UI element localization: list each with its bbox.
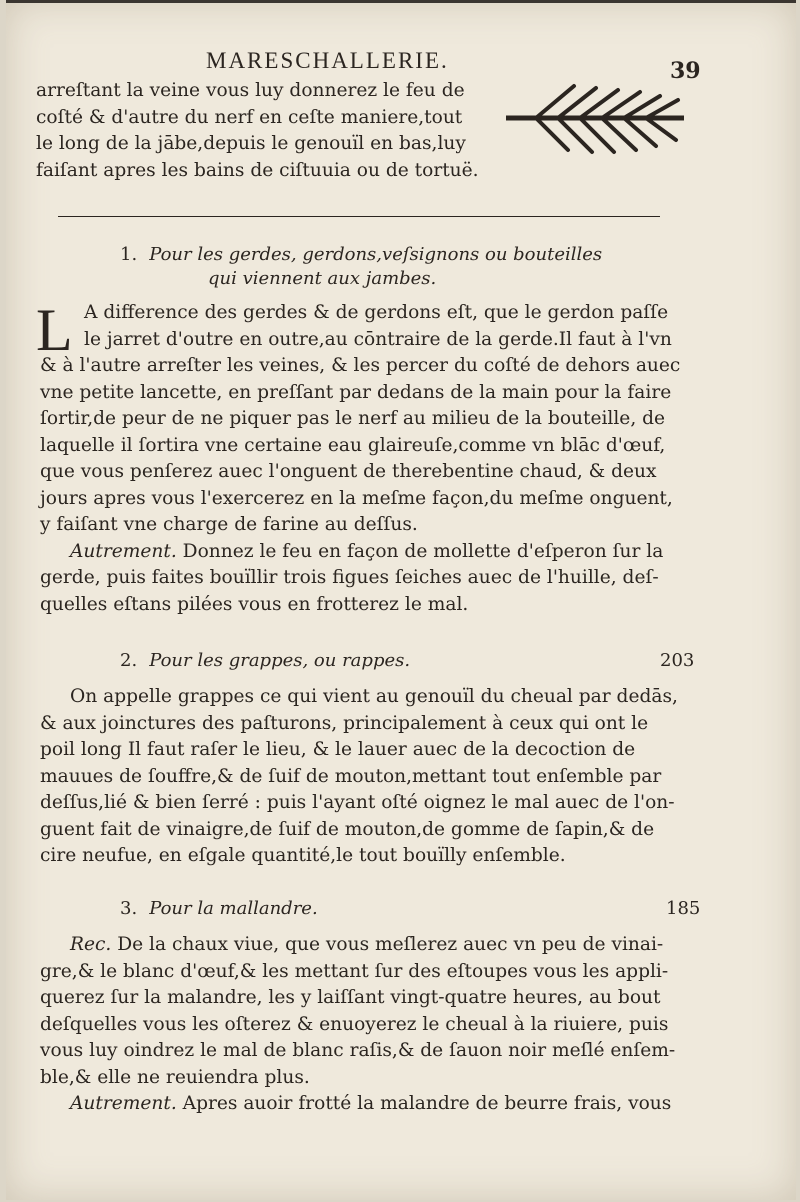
section-2-reference: 203 [660, 650, 695, 671]
rec-label: Rec. [70, 934, 112, 955]
text-line: & aux joinctures des paſturons, principalement à ceux qui ont le [40, 712, 649, 734]
text-line: coſté & d'autre du nerf en ceſte maniere,tout [36, 106, 463, 128]
section-3-title [120, 898, 318, 919]
text-line: Autrement. Donnez le feu en façon de mollette d'eſperon ſur la [70, 540, 664, 562]
text-line: ſortir,de peur de ne piquer pas le nerf au milieu de la bouteille, de [40, 408, 666, 429]
section-1-title-line-2: qui viennent aux jambes. [208, 268, 437, 289]
section-number: 1. [120, 244, 138, 265]
running-header: MARESCHALLERIE. [206, 48, 449, 73]
text-line: ble,& elle ne reuiendra plus. [40, 1066, 310, 1088]
text-line: cire neufue, en eſgale quantité,le tout bouïlly enſemble. [40, 845, 566, 866]
text-line: gerde, puis faites bouïllir trois figues ſeiches auec de l'huille, deſ- [40, 567, 659, 588]
text-line: gre,& le blanc d'œuf,& les mettant ſur des eſtoupes vous les appli- [40, 960, 669, 982]
text-line: Autrement. Apres auoir frotté la malandre de beurre frais, vous [70, 1093, 672, 1114]
text-line: le jarret d'outre en outre,au cōntraire de la gerde.Il faut à l'vn [84, 328, 672, 350]
text-line: laquelle il ſortira vne certaine eau glaireuſe,comme vn blāc d'œuf, [40, 434, 666, 456]
text-line: que vous penſerez auec l'onguent de therebentine chaud, & deux [40, 461, 657, 482]
section-1-first-lines [84, 300, 672, 353]
section-2-body [40, 684, 678, 870]
section-1-title [120, 244, 602, 265]
text-line: vne petite lancette, en preſſant par dedans de la main pour la faire [40, 381, 672, 403]
text-line: arreſtant la veine vous luy donnerez le feu de [36, 80, 465, 101]
section-3-body [40, 932, 675, 1118]
page-top-edge [6, 0, 796, 3]
alt-label: Autrement. [70, 1093, 177, 1114]
text-line: querez ſur la malandre, les y laiſſant vingt-quatre heures, au bout [40, 987, 661, 1008]
intro-paragraph [36, 78, 479, 184]
text-line: On appelle grappes ce qui vient au genouïl du cheual par dedās, [70, 686, 678, 707]
text-line: deſquelles vous les oſterez & enuoyerez le cheual à la riuiere, puis [40, 1013, 669, 1035]
text-line: y faiſant vne charge de farine au deſſus. [40, 514, 418, 535]
book-page [6, 0, 796, 1200]
text-line: quelles eſtans pilées vous en frotterez le mal. [40, 593, 469, 615]
section-title-text: Pour la mallandre. [149, 898, 318, 919]
text-line: le long de la jābe,depuis le genouïl en bas,luy [36, 133, 466, 154]
drop-cap: L [36, 297, 73, 363]
section-title-text: Pour les gerdes, gerdons,veſsignons ou bouteilles [149, 244, 603, 265]
text-line: mauues de ſouffre,& de ſuif de mouton,mettant tout enſemble par [40, 765, 662, 787]
section-number: 2. [120, 650, 138, 671]
text-line: vous luy oindrez le mal de blanc raſis,& de ſauon noir meſlé enſem- [40, 1040, 676, 1061]
text-line: deſſus,lié & bien ſerré : puis l'ayant oſté oignez le mal auec de l'on- [40, 792, 675, 813]
text-line: Rec. De la chaux viue, que vous meſlerez auec vn peu de vinai- [70, 934, 664, 955]
text-line: faiſant apres les bains de ciſtuuia ou de tortuë. [36, 159, 479, 181]
section-3-reference: 185 [666, 898, 701, 919]
section-1-body [40, 353, 680, 618]
section-2-title [120, 650, 410, 671]
section-divider-rule [58, 216, 660, 217]
text-line: jours apres vous l'exercerez en la meſme façon,du meſme onguent, [40, 487, 673, 509]
section-title-text: Pour les grappes, ou rappes. [149, 650, 411, 671]
alt-label: Autrement. [70, 540, 177, 562]
text-line: poil long Il faut raſer le lieu, & le lauer auec de la decoction de [40, 739, 636, 760]
fern-cautery-pattern-icon [506, 78, 686, 168]
page-number: 39 [670, 58, 701, 84]
text-line: guent fait de vinaigre,de ſuif de mouton,de gomme de ſapin,& de [40, 818, 655, 840]
text-line: & à l'autre arreſter les veines, & les percer du coſté de dehors auec [40, 355, 681, 376]
text-line: A difference des gerdes & de gerdons eſt, que le gerdon paſſe [84, 302, 669, 323]
section-number: 3. [120, 898, 138, 919]
